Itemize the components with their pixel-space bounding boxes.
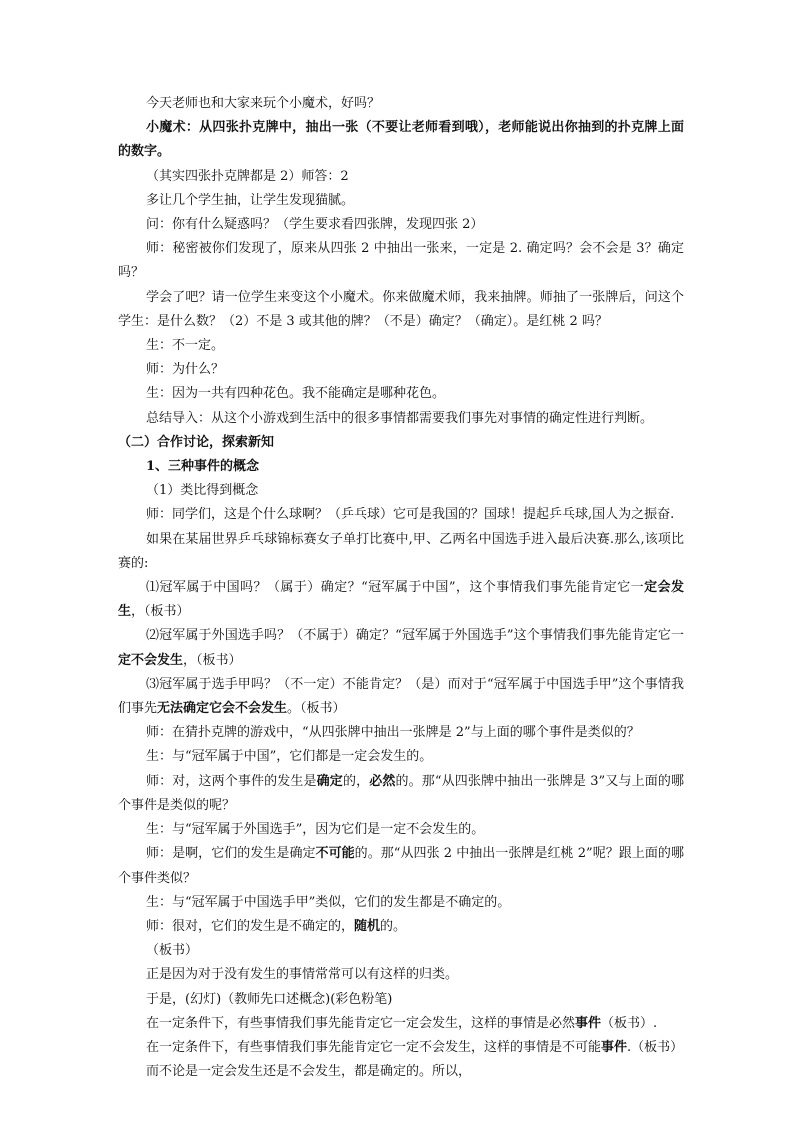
paragraph-l12 [118,431,684,455]
paragraph-l02 [118,116,684,164]
paragraph-l16 [118,528,684,576]
text-segment: ，（板书） [183,652,242,668]
paragraph-l31 [118,1036,684,1060]
paragraph-l03 [118,165,684,189]
paragraph-l01 [118,92,684,116]
text-segment: 师：在猜扑克牌的游戏中，“从四张牌中抽出一张牌是 2”与上面的哪个事件是类似的？ [146,725,640,741]
paragraph-l06 [118,237,684,285]
text-segment: 无法确定它会不会发生 [157,701,288,717]
text-segment: 事件 [575,1015,602,1031]
text-segment: 师：同学们，这是个什么球啊？（乒乓球）它可是我国的？国球！提起乒乓球,国人为之振奋. [146,507,675,523]
text-segment: 生：与“冠军属于外国选手”，因为它们是一定不会发生的。 [146,822,485,838]
paragraph-l25 [118,891,684,915]
paragraph-l22 [118,770,684,818]
paragraph-l11 [118,407,684,431]
text-segment: ⑵冠军属于外国选手吗？（不属于）确定？“冠军属于外国选手”这个事情我们事先能肯定它一 [146,628,684,644]
text-segment: 必然 [369,773,396,789]
text-segment: 的。 [380,918,407,934]
text-segment: 小魔术：从四张扑克牌中，抽出一张（不要让老师看到哦），老师能说出你抽到的扑克牌上面的数字。 [118,120,684,160]
text-segment: .（板书） [627,1039,684,1055]
text-segment: 多让几个学生抽，让学生发现猫腻。 [146,192,355,208]
text-segment: 生：与“冠军属于中国”，它们都是一定会发生的。 [146,749,433,765]
paragraph-l05 [118,213,684,237]
text-segment: 确定 [316,773,343,789]
text-segment: 如果在某届世界乒乓球锦标赛女子单打比赛中,甲、乙两名中国选手进入最后决赛.那么,该项比赛的: [118,531,684,571]
text-segment: 的， [342,773,370,789]
text-segment: 事件 [601,1039,628,1055]
text-segment: ，（板书） [131,604,190,620]
text-segment: 师：为什么？ [146,362,225,378]
paragraph-l29 [118,988,684,1012]
paragraph-l32 [118,1060,684,1084]
text-segment: 总结导入：从这个小游戏到生活中的很多事情都需要我们事先对事情的确定性进行判断。 [146,410,654,426]
paragraph-l18 [118,624,684,672]
text-segment: 师：秘密被你们发现了，原来从四张 2 中抽出一张来，一定是 2. 确定吗？会不会是 3？确定吗？ [118,241,684,281]
paragraph-l26 [118,915,684,939]
text-segment: 定会发生 [118,580,684,620]
paragraph-l28 [118,963,684,987]
text-segment: 生：不一定。 [146,338,225,354]
text-segment: 1、三种事件的概念 [146,459,260,475]
paragraph-l10 [118,382,684,406]
text-segment: 不可能 [315,846,355,862]
paragraph-l19 [118,673,684,721]
paragraph-l13 [118,455,684,479]
text-segment: 问：你有什么疑惑吗？（学生要求看四张牌，发现四张 2） [146,217,484,233]
paragraph-l07 [118,286,684,334]
text-segment: 而不论是一定会发生还是不会发生，都是确定的。所以， [146,1064,472,1080]
paragraph-l24 [118,842,684,890]
paragraph-l08 [118,334,684,358]
text-segment: 正是因为对于没有发生的事情常常可以有这样的归类。 [146,967,459,983]
text-segment: 的。那“从四张 2 中抽出一张牌是红桃 2”呢？跟上面的哪个事件类似？ [118,846,684,886]
paragraph-l09 [118,358,684,382]
text-segment: 。（板书） [287,701,346,717]
text-segment: （板书）. [601,1015,658,1031]
paragraph-l21 [118,745,684,769]
lesson-text [118,92,684,1084]
text-segment: ⑴冠军属于中国吗？（属于）确定？“冠军属于中国”，这个事情我们事先能肯定它一 [146,580,645,596]
paragraph-l30 [118,1012,684,1036]
text-segment: （其实四张扑克牌都是 2）师答：2 [146,168,349,184]
text-segment: 生：因为一共有四种花色。我不能确定是哪种花色。 [146,386,446,402]
paragraph-l15 [118,503,684,527]
text-segment: 今天老师也和大家来玩个小魔术，好吗？ [146,96,381,111]
text-segment: 在一定条件下，有些事情我们事先能肯定它一定不会发生，这样的事情是不可能 [146,1039,602,1055]
text-segment: ⑶冠军属于选手甲吗？（不一定）不能肯定？（是）而对于“冠军属于中国选手甲”这个事情我们事先 [118,676,684,717]
text-segment: 师：很对，它们的发生是不确定的， [146,918,355,934]
paragraph-l04 [118,189,684,213]
text-segment: 的。那“从四张牌中抽出一张牌是 3”又与上面的哪个事件是类似的呢？ [118,773,684,813]
text-segment: 师：是啊，它们的发生是确定 [146,846,316,862]
text-segment: 于是，(幻灯)（教师先口述概念)(彩色粉笔) [146,991,393,1007]
paragraph-l14 [118,479,684,503]
text-segment: （板书） [146,943,199,959]
text-segment: 定不会发生 [118,652,184,668]
text-segment: 学会了吧？请一位学生来变这个小魔术。你来做魔术师，我来抽牌。师抽了一张牌后，问这个学生：是什么数？（2）不是 3 或其他的牌？（不是）确定？（确定）。是红桃 2 吗？ [118,289,684,329]
text-segment: 在一定条件下，有些事情我们事先能肯定它一定会发生，这样的事情是必然 [146,1015,576,1031]
text-segment: 随机 [354,918,381,934]
text-segment: （1）类比得到概念 [146,483,259,499]
paragraph-l27 [118,939,684,963]
text-segment: 生：与“冠军属于中国选手甲”类似，它们的发生都是不确定的。 [146,894,511,910]
paragraph-l17 [118,576,684,624]
text-segment: 师：对，这两个事件的发生是 [146,773,317,789]
text-segment: （二）合作讨论，探索新知 [118,434,275,450]
paragraph-l20 [118,721,684,745]
paragraph-l23 [118,818,684,842]
